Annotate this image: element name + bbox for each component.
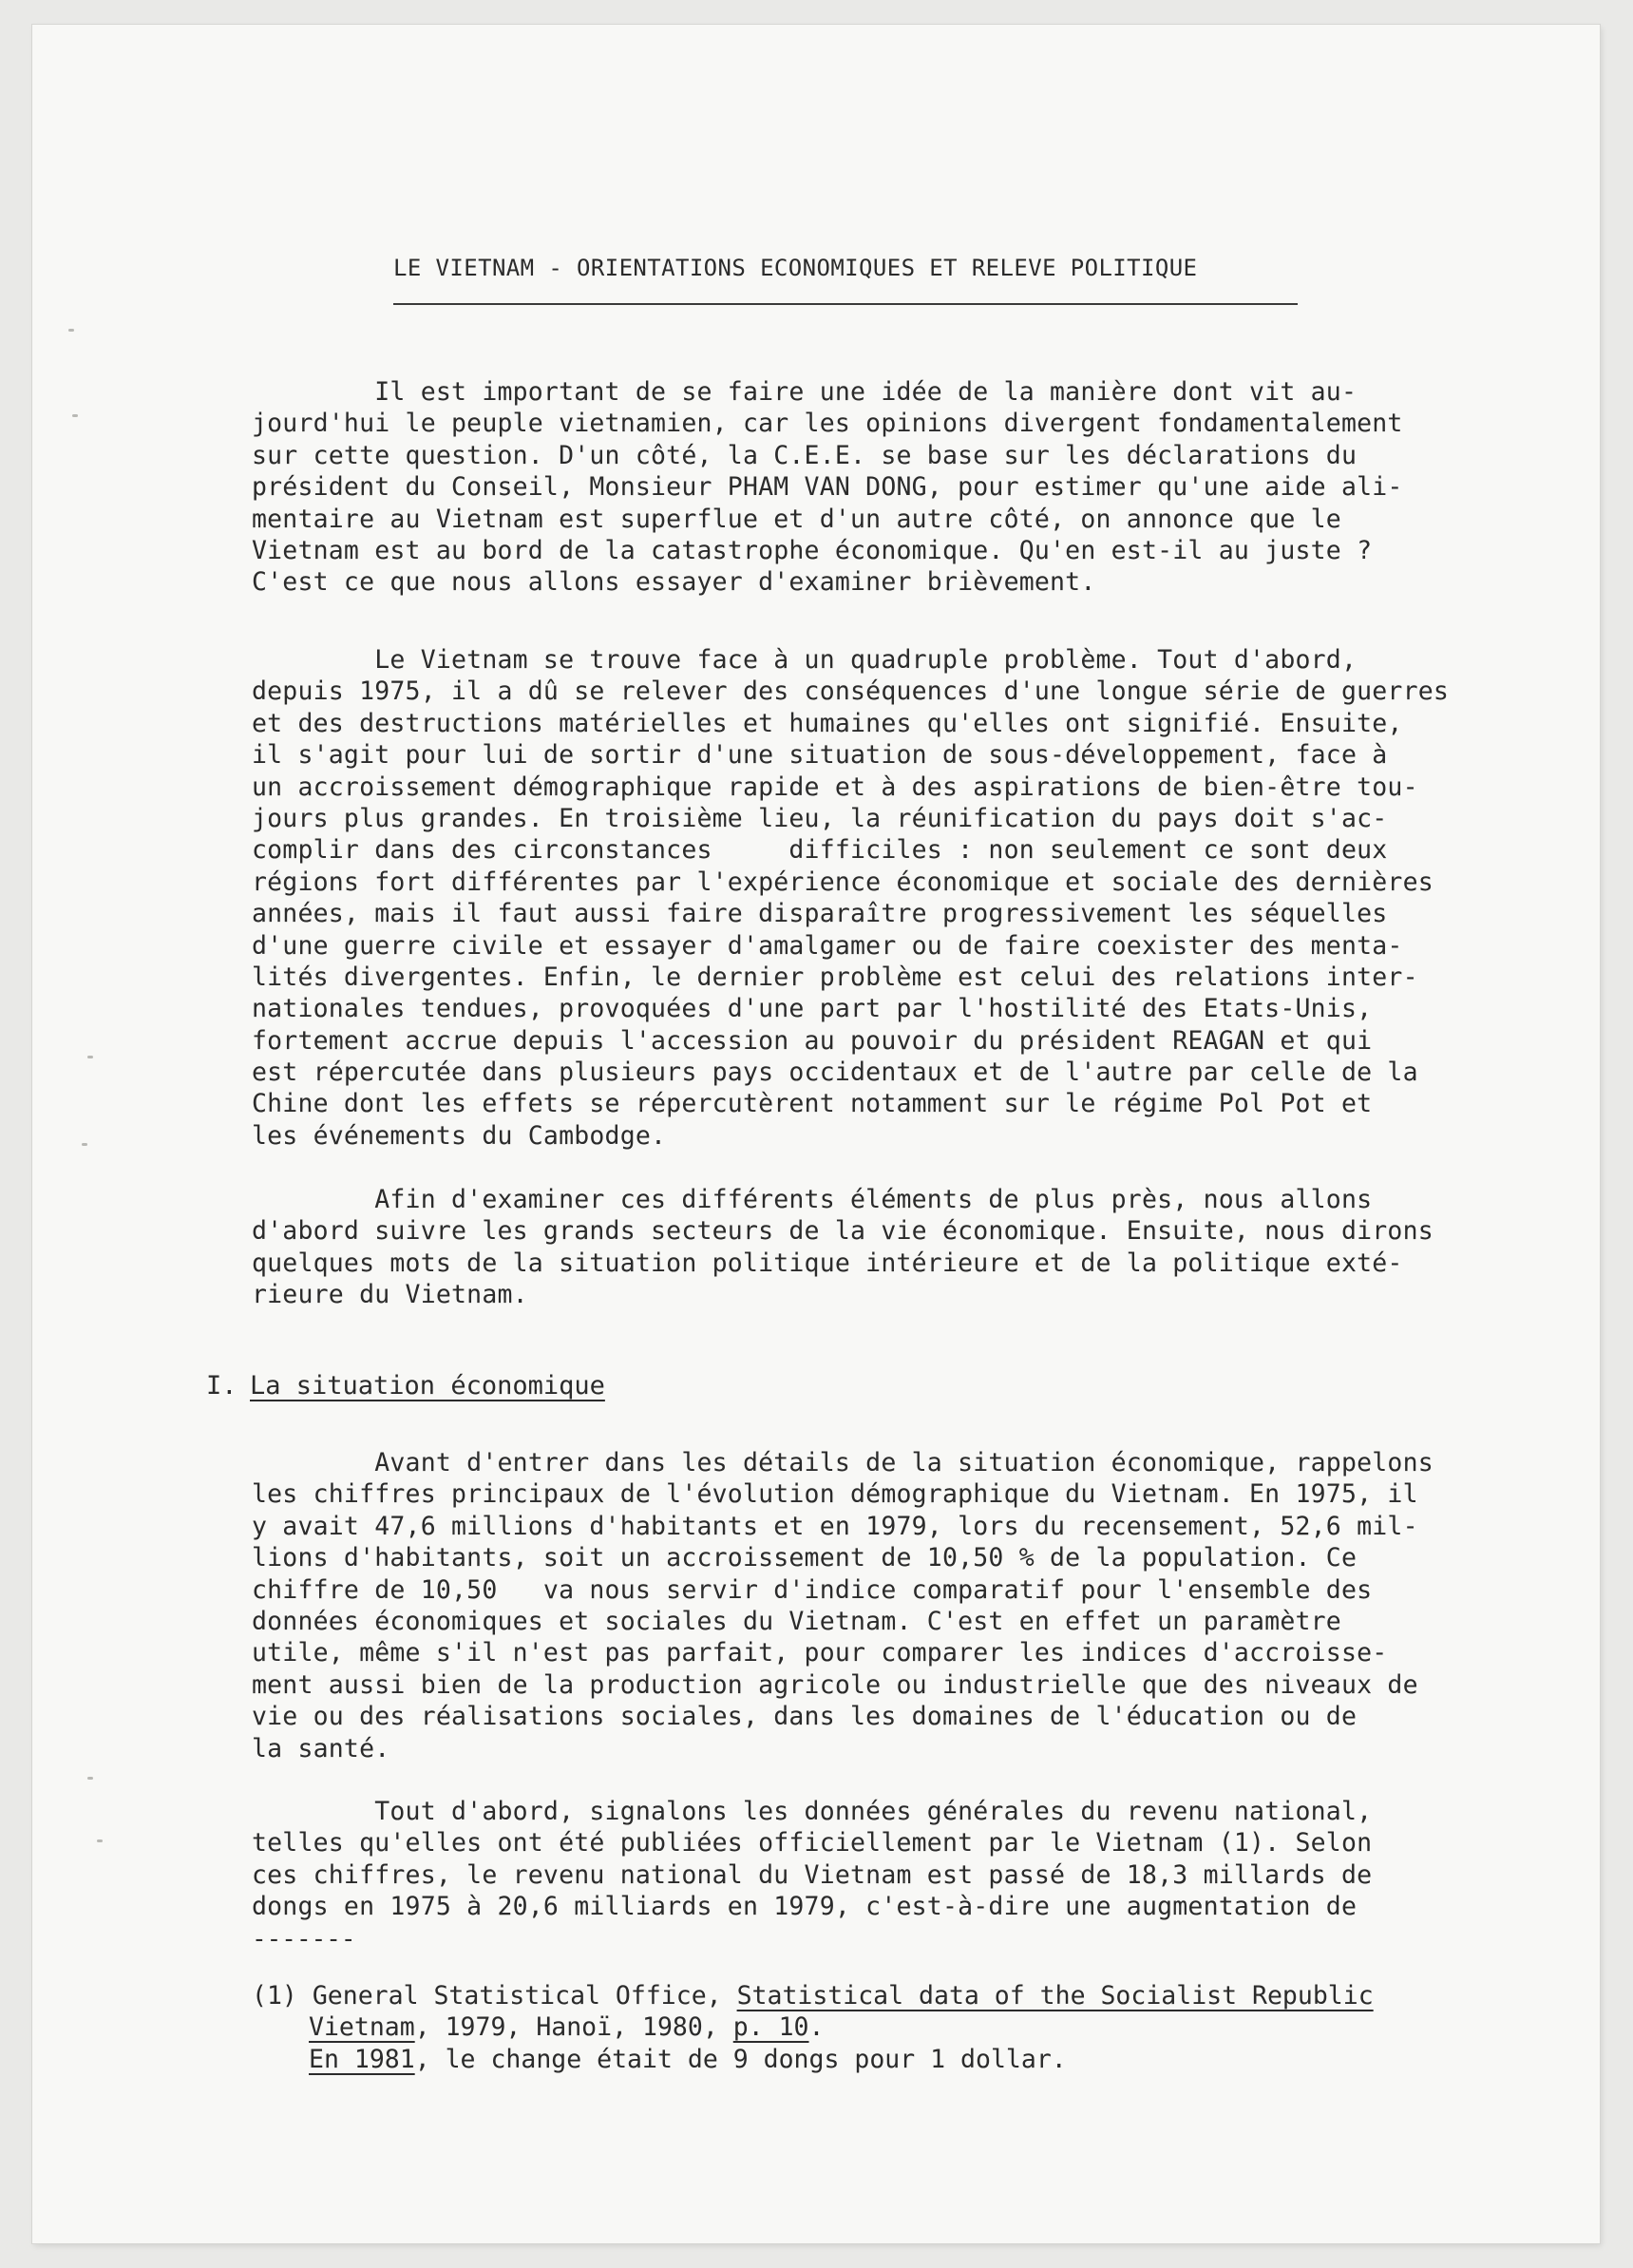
text-line: vie ou des réalisations sociales, dans les domaines de l'éducation ou de <box>252 1702 1358 1732</box>
text-line: est répercutée dans plusieurs pays occidentaux et de l'autre par celle de la <box>252 1058 1418 1088</box>
text-line: Chine dont les effets se répercutèrent notamment sur le régime Pol Pot et <box>252 1089 1373 1119</box>
section-heading <box>206 1370 605 1402</box>
footnote-page-ref-end: . <box>808 2012 825 2043</box>
footnote-line-1 <box>252 1980 1374 2011</box>
text-line: ces chiffres, le revenu national du Vietnam est passé de 18,3 millards de <box>252 1859 1373 1890</box>
footnote-source-suffix: , 1979, Hanoï, 1980, <box>414 2012 733 2043</box>
text-line: utile, même s'il n'est pas parfait, pour comparer les indices d'accroisse- <box>252 1638 1388 1668</box>
text-line: Vietnam est au bord de la catastrophe économique. Qu'en est-il au juste ? <box>252 535 1373 565</box>
text-line: il s'agit pour lui de sortir d'une situation de sous-développement, face à <box>252 740 1388 771</box>
text-line: lions d'habitants, soit un accroissement de 10,50 % de la population. Ce <box>252 1543 1358 1573</box>
text-line: années, mais il faut aussi faire disparaître progressivement les séquelles <box>252 899 1388 929</box>
margin-mark <box>97 1839 103 1842</box>
text-line: les chiffres principaux de l'évolution démographique du Vietnam. En 1975, il <box>252 1479 1418 1510</box>
text-line: sur cette question. D'un côté, la C.E.E. se base sur les déclarations du <box>252 440 1358 470</box>
text-line: d'abord suivre les grands secteurs de la vie économique. Ensuite, nous dirons <box>252 1216 1434 1247</box>
margin-mark <box>72 414 78 417</box>
title-underline <box>393 303 1298 305</box>
paragraph-national-income <box>252 1796 1563 1923</box>
footnote-separator: ------- <box>252 1925 356 1954</box>
margin-mark <box>87 1777 93 1780</box>
text-line: nationales tendues, provoquées d'une part par l'hostilité des Etats-Unis, <box>252 994 1373 1024</box>
text-line: quelques mots de la situation politique intérieure et de la politique exté- <box>252 1248 1403 1278</box>
paragraph-demography <box>252 1447 1563 1764</box>
text-line: données économiques et sociales du Vietnam. C'est en effet un paramètre <box>252 1606 1341 1636</box>
text-line: régions fort différentes par l'expérience économique et sociale des dernières <box>252 867 1434 897</box>
text-line: la santé. <box>252 1733 390 1763</box>
text-line: fortement accrue depuis l'accession au pouvoir du président REAGAN et qui <box>252 1025 1373 1056</box>
footnote-line-3 <box>252 2044 1374 2075</box>
footnote-page-ref: p. 10 <box>732 2012 809 2043</box>
text-line: rieure du Vietnam. <box>252 1280 528 1310</box>
text-line: les événements du Cambodge. <box>252 1120 667 1151</box>
footnote-source-title: Statistical data of the Socialist Republic <box>736 1981 1374 2011</box>
text-line: complir dans des circonstances difficiles : non seulement ce sont deux <box>252 835 1388 866</box>
text-line: Le Vietnam se trouve face à un quadruple problème. Tout d'abord, <box>252 645 1358 675</box>
footnote-marker: (1) <box>252 1981 297 2011</box>
text-line: mentaire au Vietnam est superflue et d'un autre côté, on annonce que le <box>252 504 1341 534</box>
margin-mark <box>82 1143 87 1146</box>
footnote-source-prefix: General Statistical Office, <box>312 1981 737 2011</box>
text-line: président du Conseil, Monsieur PHAM VAN DONG, pour estimer qu'une aide ali- <box>252 472 1403 503</box>
text-line: telles qu'elles ont été publiées officiellement par le Vietnam (1). Selon <box>252 1828 1373 1858</box>
document-page <box>32 25 1600 2243</box>
text-line: Afin d'examiner ces différents éléments de plus près, nous allons <box>252 1185 1373 1214</box>
text-line: depuis 1975, il a dû se relever des conséquences d'une longue série de guerres <box>252 677 1450 707</box>
footnote <box>252 1980 1374 2075</box>
text-line: C'est ce que nous allons essayer d'examiner brièvement. <box>252 567 1096 598</box>
footnote-note-year: En 1981 <box>309 2044 415 2074</box>
document-title: LE VIETNAM - ORIENTATIONS ECONOMIQUES ET RELEVE POLITIQUE <box>393 255 1198 281</box>
footnote-line-2 <box>252 2011 1374 2043</box>
footnote-note-text: , le change était de 9 dongs pour 1 dollar. <box>414 2044 1067 2074</box>
text-line: dongs en 1975 à 20,6 milliards en 1979, c'est-à-dire une augmentation de <box>252 1892 1358 1922</box>
text-line: chiffre de 10,50 va nous servir d'indice comparatif pour l'ensemble des <box>252 1574 1373 1605</box>
margin-mark <box>68 329 74 332</box>
text-line: jourd'hui le peuple vietnamien, car les opinions divergent fondamentalement <box>252 409 1403 439</box>
text-line: ment aussi bien de la production agricole ou industrielle que des niveaux de <box>252 1669 1418 1700</box>
text-line: Avant d'entrer dans les détails de la situation économique, rappelons <box>252 1448 1434 1477</box>
margin-mark <box>87 1056 93 1058</box>
text-line: y avait 47,6 millions d'habitants et en 1979, lors du recensement, 52,6 mil- <box>252 1511 1418 1541</box>
paragraph-intro <box>252 376 1563 599</box>
text-line: lités divergentes. Enfin, le dernier problème est celui des relations inter- <box>252 962 1418 992</box>
document-content <box>32 25 1600 2243</box>
section-number: I. <box>206 1371 237 1401</box>
paragraph-plan <box>252 1184 1563 1311</box>
paragraph-problems <box>252 644 1563 1152</box>
text-line: Tout d'abord, signalons les données générales du revenu national, <box>252 1797 1373 1826</box>
text-line: et des destructions matérielles et humaines qu'elles ont signifié. Ensuite, <box>252 708 1403 738</box>
text-line: Il est important de se faire une idée de la manière dont vit au- <box>252 377 1358 407</box>
text-line: un accroissement démographique rapide et à des aspirations de bien-être tou- <box>252 772 1418 802</box>
text-line: jours plus grandes. En troisième lieu, la réunification du pays doit s'ac- <box>252 803 1388 833</box>
text-line: d'une guerre civile et essayer d'amalgamer ou de faire coexister des menta- <box>252 930 1403 961</box>
section-title: La situation économique <box>250 1371 605 1401</box>
footnote-source-title-end: Vietnam <box>309 2012 415 2043</box>
